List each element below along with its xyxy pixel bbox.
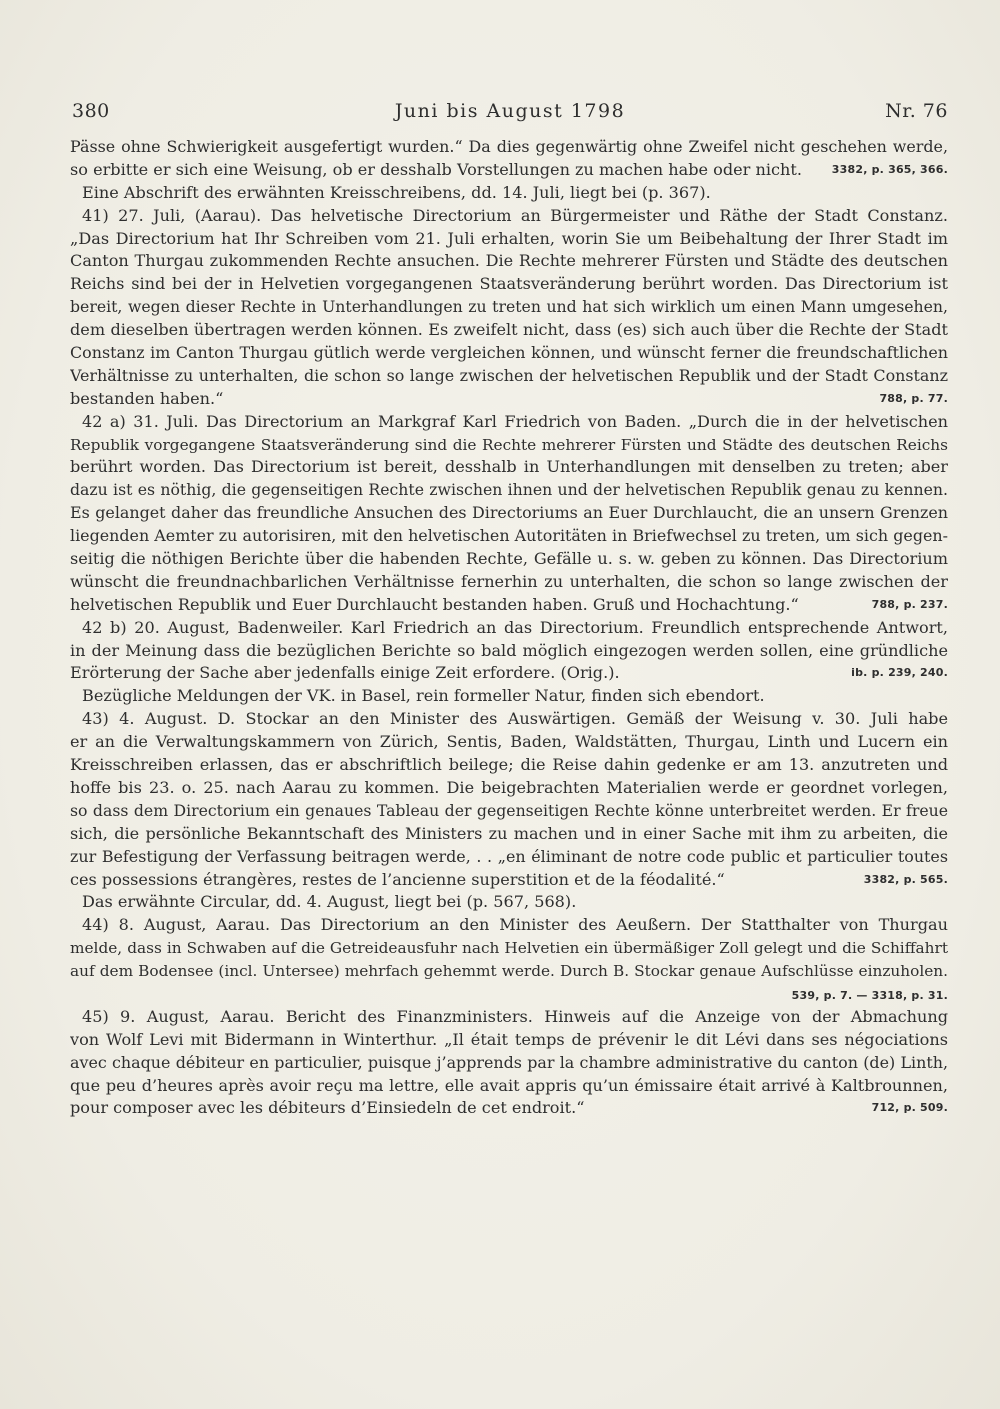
archive-reference: 788, p. 77.: [879, 391, 948, 405]
text-line: Canton Thurgau zukommenden Rechte ansuchen. Die Rechte mehrerer Fürsten und Städte des deutschen: [70, 251, 948, 271]
text-line: 712, p. 509. pour composer avec les débiteurs d’Einsiedeln de cet endroit.“: [70, 1097, 948, 1120]
text-line: 788, p. 237. helvetischen Republik und Euer Durchlaucht bestanden haben. Gruß und Hochachtung.“: [70, 594, 948, 617]
text-line: que peu d’heures après avoir reçu ma lettre, elle avait appris qu’un émissaire était arrivé à Kaltbrounnen,: [70, 1075, 948, 1095]
text-line: avec chaque débiteur en particulier, puisque j’apprends par la chambre administrative du canton (de) Linth,: [70, 1052, 948, 1072]
text-line: Das erwähnte Circular, dd. 4. August, liegt bei (p. 567, 568).: [82, 892, 577, 912]
text-line: berührt worden. Das Directorium ist bereit, desshalb in Unterhandlungen mit denselben zu treten; aber: [70, 457, 948, 477]
text-line: zur Befestigung der Verfassung beitragen werde, . . „en éliminant de notre code public et particulier toutes: [70, 846, 948, 866]
archive-reference: ib. p. 239, 240.: [851, 666, 948, 680]
text-line: sich, die persönliche Bekanntschaft des Ministers zu machen und in einer Sache mit ihm zu arbeiten, die: [70, 823, 948, 843]
entry-heading-42a: 42 a) 31. Juli. Das Directorium an Markgraf Karl Friedrich von Baden. „Durch die in der helvetischen: [82, 411, 948, 431]
text-line: auf dem Bodensee (incl. Untersee) mehrfach gehemmt werde. Durch B. Stockar genaue Aufschlüsse einzuholen.: [70, 962, 948, 981]
text-line: in der Meinung dass die bezüglichen Berichte so bald möglich eingezogen werden sollen, eine gründliche: [70, 640, 948, 660]
text-line: so dass dem Directorium ein genaues Tableau der gegenseitigen Rechte könne unterbreitet werden. Er freue: [70, 800, 948, 820]
text-line: Verhältnisse zu unterhalten, die schon so lange zwischen der helvetischen Republik und der Stadt Constanz: [70, 365, 948, 385]
text-line: 3382, p. 365, 366. so erbitte er sich eine Weisung, ob er desshalb Vorstellungen zu machen habe oder nicht.: [70, 159, 948, 182]
text-line: 788, p. 77. bestanden haben.“: [70, 388, 948, 411]
text-line: er an die Verwaltungskammern von Zürich, Sentis, Baden, Waldstätten, Thurgau, Linth und Lucern ein: [70, 732, 948, 752]
reference-line: [70, 983, 948, 1006]
page-number: 380: [72, 100, 110, 122]
text-line: Es gelanget daher das freundliche Ansuchen des Directoriums an Euer Durchlaucht, die an unsern Grenzen: [70, 503, 948, 523]
entry-heading-43: 43) 4. August. D. Stockar an den Minister des Auswärtigen. Gemäß der Weisung v. 30. Juli habe: [82, 709, 948, 729]
text-line: Constanz im Canton Thurgau gütlich werde vergleichen können, und wünscht ferner die freundschaftlichen: [70, 343, 948, 363]
text-line: ib. p. 239, 240. Erörterung der Sache aber jedenfalls einige Zeit erfordere. (Orig.).: [70, 662, 948, 685]
text-line: dem dieselben übertragen werden können. Es zweifelt nicht, dass (es) sich auch über die Rechte der Stadt: [70, 320, 948, 340]
entry-heading-42b: 42 b) 20. August, Badenweiler. Karl Friedrich an das Directorium. Freundlich entsprechende Antwort,: [82, 617, 948, 637]
text-line: Eine Abschrift des erwähnten Kreisschreibens, dd. 14. Juli, liegt bei (p. 367).: [82, 182, 711, 202]
document-number: Nr. 76: [885, 100, 948, 122]
text-line: Republik vorgegangene Staatsveränderung sind die Rechte mehrerer Fürsten und Städte des deutschen Reichs: [70, 435, 948, 454]
text-line: liegenden Aemter zu autorisiren, mit den helvetischen Autoritäten in Briefwechsel zu treten, um sich gegen-: [70, 526, 948, 546]
entry-heading-41: 41) 27. Juli, (Aarau). Das helvetische Directorium an Bürgermeister und Räthe der Stadt Constanz.: [82, 205, 948, 225]
text-line: dazu ist es nöthig, die gegenseitigen Rechte zwischen ihnen und der helvetischen Republik genau zu kennen.: [70, 480, 948, 500]
text-line: wünscht die freundnachbarlichen Verhältnisse fernerhin zu unterhalten, die schon so lange zwischen der: [70, 571, 948, 591]
archive-reference: 788, p. 237.: [871, 597, 948, 611]
page-header: [72, 100, 948, 128]
text-line: von Wolf Levi mit Bidermann in Winterthur. „Il était temps de prévenir le dit Lévi dans ses négociations: [70, 1029, 948, 1049]
archive-reference: 3382, p. 565.: [863, 872, 948, 886]
text-line: melde, dass in Schwaben auf die Getreideausfuhr nach Helvetien ein übermäßiger Zoll gelegt und die Schiffahrt: [70, 939, 948, 958]
page-body: [70, 136, 948, 1120]
text-line: „Das Directorium hat Ihr Schreiben vom 21. Juli erhalten, worin Sie um Beibehaltung der Ihrer Stadt im: [70, 228, 948, 248]
archive-reference: 712, p. 509.: [871, 1101, 948, 1115]
entry-heading-45: 45) 9. August, Aarau. Bericht des Finanzministers. Hinweis auf die Anzeige von der Abmachung: [82, 1006, 948, 1026]
text-line: Bezügliche Meldungen der VK. in Basel, rein formeller Natur, finden sich ebendort.: [82, 686, 765, 706]
running-title: Juni bis August 1798: [394, 100, 626, 122]
text-line: Reichs sind bei der in Helvetien vorgegangenen Staatsveränderung berührt worden. Das Directorium ist: [70, 274, 948, 294]
text-line: seitig die nöthigen Berichte über die habenden Rechte, Gefälle u. s. w. geben zu können. Das Directorium: [70, 549, 948, 569]
text-line: bereit, wegen dieser Rechte in Unterhandlungen zu treten und hat sich wirklich um einen Mann umgesehen,: [70, 297, 948, 317]
text-line: 3382, p. 565. ces possessions étrangères, restes de l’ancienne superstition et de la féodalité.“: [70, 869, 948, 892]
text-line: hoffe bis 23. o. 25. nach Aarau zu kommen. Die beigebrachten Materialien werde er geordnet vorlegen,: [70, 777, 948, 797]
archive-reference: 3382, p. 365, 366.: [831, 162, 948, 176]
text-line: Pässe ohne Schwierigkeit ausgefertigt wurden.“ Da dies gegenwärtig ohne Zweifel nicht geschehen werde,: [70, 137, 948, 156]
archive-reference: 539, p. 7. — 3318, p. 31.: [791, 988, 948, 1002]
entry-heading-44: 44) 8. August, Aarau. Das Directorium an den Minister des Aeußern. Der Statthalter von Thurgau: [82, 915, 948, 935]
text-line: Kreisschreiben erlassen, das er abschriftlich beilege; die Reise dahin gedenke er am 13. anzutreten und: [70, 755, 948, 775]
